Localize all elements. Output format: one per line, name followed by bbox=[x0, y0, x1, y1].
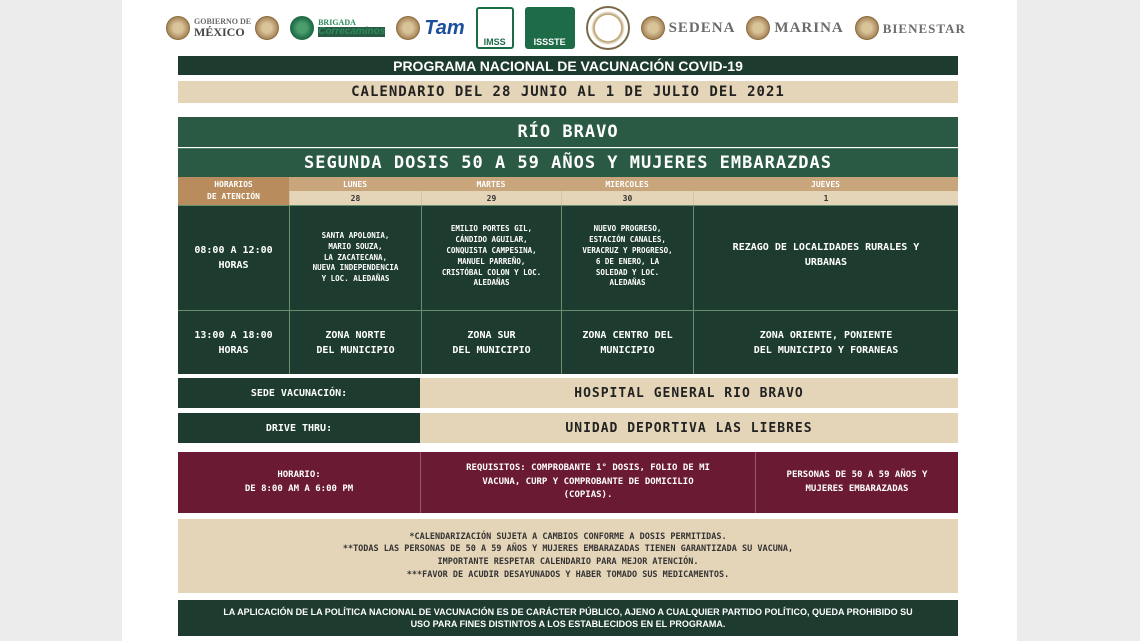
place-line: ALEDAÑAS bbox=[473, 278, 510, 288]
personas-box bbox=[756, 452, 958, 513]
imss-logo bbox=[476, 7, 514, 49]
place-line: NUEVO PROGRESO, bbox=[593, 224, 662, 233]
sede-row bbox=[178, 378, 958, 408]
requisitos-box bbox=[420, 452, 756, 513]
eagle-seal-icon bbox=[586, 6, 630, 50]
eagle-seal-logo bbox=[586, 6, 630, 50]
place-line: 6 DE ENERO, LA bbox=[595, 256, 660, 266]
day-header-lunes: LUNES bbox=[289, 177, 421, 191]
place-line: CONQUISTA CAMPESINA, bbox=[446, 245, 537, 255]
gobierno-label: GOBIERNO DE bbox=[194, 17, 252, 26]
calendar-range: CALENDARIO DEL 28 JUNIO AL 1 DE JULIO DEL 2021 bbox=[178, 81, 958, 103]
mexico-seal-icon bbox=[166, 16, 190, 40]
bienestar-seal-icon bbox=[855, 16, 879, 40]
drive-thru-row bbox=[178, 413, 958, 443]
morning-miercoles-cell bbox=[561, 205, 693, 310]
day-header-miercoles: MIERCOLES bbox=[561, 177, 693, 191]
zone-line: ZONA NORTE bbox=[325, 329, 386, 341]
roadrunner-icon bbox=[290, 16, 314, 40]
place-line: REZAGO DE LOCALIDADES RURALES Y bbox=[732, 242, 920, 253]
date-lunes: 28 bbox=[289, 191, 421, 205]
afternoon-jueves-cell bbox=[693, 310, 958, 374]
program-title: PROGRAMA NACIONAL DE VACUNACIÓN COVID-19 bbox=[178, 56, 958, 75]
horarios-header bbox=[178, 177, 289, 205]
drive-thru-value: UNIDAD DEPORTIVA LAS LIEBRES bbox=[420, 413, 958, 443]
afternoon-miercoles-cell bbox=[561, 310, 693, 374]
footer-line: USO PARA FINES DISTINTOS A LOS ESTABLECIDOS EN EL PROGRAMA. bbox=[410, 619, 726, 629]
hours-text: 08:00 A 12:00 bbox=[194, 245, 273, 256]
gobierno-mexico-logo bbox=[166, 16, 279, 40]
notes-box bbox=[178, 519, 958, 593]
sede-label: SEDE VACUNACIÓN: bbox=[178, 378, 420, 408]
zone-line: ZONA CENTRO DEL bbox=[582, 329, 673, 341]
hours-text: 13:00 A 18:00 bbox=[194, 329, 273, 341]
requisitos-line: (COPIAS). bbox=[563, 490, 613, 501]
brigada-logo bbox=[290, 16, 385, 40]
place-line: ESTACIÓN CANALES, bbox=[589, 234, 666, 244]
place-line: Y LOC. ALEDAÑAS bbox=[321, 274, 390, 284]
info-strip bbox=[178, 452, 958, 513]
footer-line: LA APLICACIÓN DE LA POLÍTICA NACIONAL DE VACUNACIÓN ES DE CARÁCTER PÚBLICO, AJENO A CUALQUIER PARTIDO POLÍTICO, QUEDA PROHIBIDO SU bbox=[223, 606, 913, 617]
correcaminos-label: Correcaminos bbox=[318, 26, 386, 37]
shield-icon bbox=[255, 16, 279, 40]
morning-jueves-cell bbox=[693, 205, 958, 310]
place-line: SANTA APOLONIA, bbox=[321, 230, 390, 240]
hours-unit: HORAS bbox=[218, 260, 249, 271]
brigada-label: BRIGADA bbox=[318, 18, 356, 27]
hours-unit: HORAS bbox=[218, 344, 249, 356]
marina-logo bbox=[746, 16, 843, 40]
morning-lunes-cell bbox=[289, 205, 421, 310]
place-line: NUEVA INDEPENDENCIA bbox=[312, 263, 399, 273]
afternoon-lunes-cell bbox=[289, 310, 421, 374]
tamaulipas-seal-icon bbox=[396, 16, 420, 40]
requisitos-line: VACUNA, CURP Y COMPROBANTE DE DOMICILIO bbox=[482, 476, 694, 487]
slot-afternoon-hours bbox=[178, 310, 289, 374]
bienestar-logo bbox=[855, 16, 966, 40]
afternoon-martes-cell bbox=[421, 310, 561, 374]
issste-logo bbox=[525, 7, 575, 49]
mexico-label: MÉXICO bbox=[194, 25, 245, 39]
sedena-logo bbox=[641, 16, 736, 40]
vaccination-flyer bbox=[122, 0, 1017, 641]
place-line: MARIO SOUZA, bbox=[328, 241, 383, 251]
place-line: CRISTÓBAL COLON Y LOC. bbox=[441, 267, 542, 277]
place-line: LA ZACATECANA, bbox=[323, 252, 388, 262]
zone-line: DEL MUNICIPIO bbox=[316, 344, 395, 356]
drive-thru-label: DRIVE THRU: bbox=[178, 413, 420, 443]
schedule-table bbox=[178, 177, 958, 374]
legal-footer bbox=[178, 600, 958, 636]
zone-line: DEL MUNICIPIO bbox=[452, 344, 531, 356]
slot-morning-hours bbox=[178, 205, 289, 310]
note-line: IMPORTANTE RESPETAR CALENDARIO PARA MEJOR ATENCIÓN. bbox=[437, 557, 699, 567]
place-line: EMILIO PORTES GIL, bbox=[450, 224, 533, 233]
place-line: VERACRUZ Y PROGRESO, bbox=[582, 245, 673, 255]
requisitos-line: REQUISITOS: COMPROBANTE 1° DOSIS, FOLIO DE MI bbox=[466, 463, 710, 474]
date-miercoles: 30 bbox=[561, 191, 693, 205]
place-line: CÁNDIDO AGUILAR, bbox=[455, 234, 528, 244]
note-line: **TODAS LAS PERSONAS DE 50 A 59 AÑOS Y MUJERES EMBARAZADAS TIENEN GARANTIZADA SU VACUNA, bbox=[342, 544, 794, 555]
horario-box bbox=[178, 452, 420, 513]
sedena-label: SEDENA bbox=[668, 19, 736, 36]
tam-label: Tam bbox=[424, 16, 465, 39]
horario-value: DE 8:00 AM A 6:00 PM bbox=[244, 483, 354, 494]
place-line: URBANAS bbox=[804, 257, 848, 268]
atencion-label: DE ATENCIÓN bbox=[207, 192, 260, 201]
date-jueves: 1 bbox=[693, 191, 958, 205]
zone-line: ZONA ORIENTE, PONIENTE bbox=[759, 329, 893, 341]
note-line: *CALENDARIZACIÓN SUJETA A CAMBIOS CONFORME A DOSIS PERMITIDAS. bbox=[409, 531, 727, 542]
zone-line: MUNICIPIO bbox=[600, 344, 655, 356]
horario-label: HORARIO: bbox=[277, 470, 321, 480]
logo-bar bbox=[166, 6, 966, 50]
zone-line: ZONA SUR bbox=[467, 329, 516, 341]
bienestar-label: BIENESTAR bbox=[882, 20, 966, 36]
sede-value: HOSPITAL GENERAL RIO BRAVO bbox=[420, 378, 958, 408]
morning-martes-cell bbox=[421, 205, 561, 310]
personas-line: MUJERES EMBARAZADAS bbox=[805, 483, 909, 494]
zone-line: DEL MUNICIPIO Y FORANEAS bbox=[753, 344, 899, 356]
day-header-martes: MARTES bbox=[421, 177, 561, 191]
imss-label: IMSS bbox=[483, 37, 506, 47]
marina-seal-icon bbox=[746, 16, 770, 40]
issste-label: ISSSTE bbox=[533, 37, 566, 47]
place-line: SOLEDAD Y LOC. bbox=[595, 267, 660, 277]
place-line: MANUEL PARREÑO, bbox=[457, 256, 526, 266]
dose-title: SEGUNDA DOSIS 50 A 59 AÑOS Y MUJERES EMBARAZDAS bbox=[178, 148, 958, 177]
personas-line: PERSONAS DE 50 A 59 AÑOS Y bbox=[786, 470, 928, 480]
date-martes: 29 bbox=[421, 191, 561, 205]
tamaulipas-logo bbox=[396, 16, 464, 40]
city-title: RÍO BRAVO bbox=[178, 117, 958, 147]
marina-label: MARINA bbox=[774, 19, 844, 36]
place-line: ALEDAÑAS bbox=[609, 278, 646, 288]
note-line: ***FAVOR DE ACUDIR DESAYUNADOS Y HABER TOMADO SUS MEDICAMENTOS. bbox=[406, 569, 730, 580]
horarios-label: HORARIOS bbox=[214, 180, 253, 189]
day-header-jueves: JUEVES bbox=[693, 177, 958, 191]
sedena-seal-icon bbox=[641, 16, 665, 40]
